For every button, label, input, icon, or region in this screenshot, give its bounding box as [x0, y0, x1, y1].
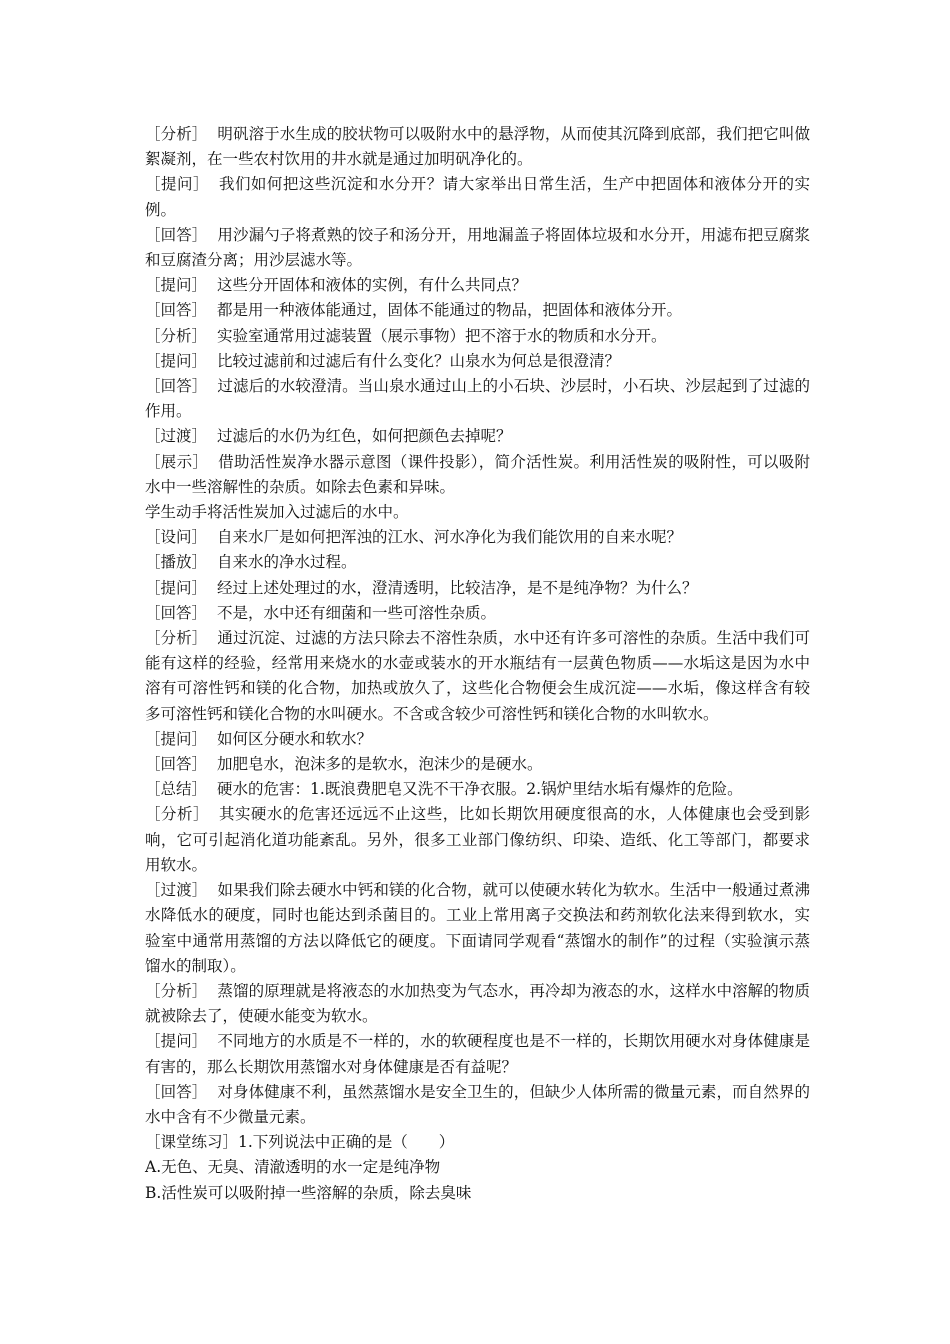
paragraph-tag: ［回答］	[145, 1082, 208, 1101]
paragraph-tag: ［提问］	[145, 276, 208, 295]
paragraph-answer	[145, 601, 810, 626]
paragraph-tag: ［提问］	[145, 578, 208, 597]
paragraph-text: 明矾溶于水生成的胶状物可以吸附水中的悬浮物，从而使其沉降到底部，我们把它叫做絮凝剂，在一些农村饮用的井水就是通过加明矾净化的。	[145, 125, 810, 169]
paragraph-text: 不是，水中还有细菌和一些可溶性杂质。	[217, 603, 497, 622]
paragraph-text: 比较过滤前和过滤后有什么变化？山泉水为何总是很澄清？	[217, 351, 621, 370]
paragraph-answer	[145, 298, 810, 323]
paragraph-text: 自来水的净水过程。	[217, 553, 357, 572]
document-page	[145, 122, 810, 1206]
paragraph-question	[145, 349, 810, 374]
paragraph-answer	[145, 223, 810, 273]
paragraph-tag: ［总结］	[145, 780, 208, 799]
paragraph-tag: ［分析］	[145, 125, 208, 143]
paragraph-tag: ［展示］	[145, 452, 209, 471]
paragraph-tag: ［回答］	[145, 377, 208, 396]
paragraph-plain	[145, 500, 810, 525]
paragraph-transition	[145, 878, 810, 979]
paragraph-tag: ［分析］	[145, 326, 208, 345]
paragraph-text: 学生动手将活性炭加入过滤后的水中。	[145, 503, 409, 522]
paragraph-question	[145, 172, 810, 222]
paragraph-text: 通过沉淀、过滤的方法只除去不溶性杂质，水中还有许多可溶性的杂质。生活中我们可能有这样的经验，经常用来烧水的水壶或装水的开水瓶结有一层黄色物质——水垢这是因为水中溶有可溶性钙和镁的化合物，加热或放久了，这些化合物便会生成沉淀——水垢，像这样含有较多可溶性钙和镁化合物的水叫硬水。不含或含较少可溶性钙和镁化合物的水叫软水。	[145, 629, 810, 723]
paragraph-analysis	[145, 802, 810, 878]
paragraph-analysis	[145, 324, 810, 349]
paragraph-text: 加肥皂水，泡沫多的是软水，泡沫少的是硬水。	[217, 755, 543, 774]
paragraph-text: A.无色、无臭、清澈透明的水一定是纯净物	[145, 1158, 441, 1177]
paragraph-transition	[145, 424, 810, 449]
paragraph-text: 如果我们除去硬水中钙和镁的化合物，就可以使硬水转化为软水。生活中一般通过煮沸水降低水的硬度，同时也能达到杀菌目的。工业上常用离子交换法和药剂软化法来得到软水，实验室中通常用蒸馏的方法以降低它的硬度。下面请同学观看“蒸馏水的制作”的过程（实验演示蒸馏水的制取）。	[145, 881, 810, 975]
paragraph-tag: ［设问］	[145, 528, 208, 547]
paragraph-text: 过滤后的水仍为红色，如何把颜色去掉呢？	[217, 427, 512, 446]
paragraph-tag: ［播放］	[145, 553, 208, 572]
paragraph-text: 这些分开固体和液体的实例，有什么共同点？	[217, 276, 528, 295]
paragraph-question	[145, 273, 810, 298]
paragraph-text: 蒸馏的原理就是将液态的水加热变为气态水，再冷却为液态的水，这样水中溶解的物质就被除去了，使硬水能变为软水。	[145, 981, 810, 1026]
exercise-question	[145, 1130, 810, 1155]
paragraph-tag: ［过渡］	[145, 427, 208, 446]
paragraph-text: 经过上述处理过的水，澄清透明，比较洁净，是不是纯净物？为什么？	[217, 578, 698, 597]
paragraph-question	[145, 727, 810, 752]
paragraph-tag: ［分析］	[145, 805, 209, 824]
paragraph-text: 借助活性炭净水器示意图（课件投影），简介活性炭。利用活性炭的吸附性，可以吸附水中一些溶解性的杂质。如除去色素和异味。	[145, 452, 810, 496]
paragraph-text: 我们如何把这些沉淀和水分开？请大家举出日常生活，生产中把固体和液体分开的实例。	[145, 175, 810, 219]
paragraph-text: 过滤后的水较澄清。当山泉水通过山上的小石块、沙层时，小石块、沙层起到了过滤的作用。	[145, 377, 810, 421]
paragraph-tag: ［分析］	[145, 629, 208, 648]
paragraph-tag: ［提问］	[145, 729, 208, 748]
paragraph-analysis	[145, 122, 810, 172]
paragraph-answer	[145, 1080, 810, 1130]
paragraph-playback	[145, 550, 810, 575]
paragraph-display	[145, 450, 810, 500]
paragraph-text: 其实硬水的危害还远远不止这些，比如长期饮用硬度很高的水，人体健康也会受到影响，它可引起消化道功能紊乱。另外，很多工业部门像纺织、印染、造纸、化工等部门，都要求用软水。	[145, 805, 810, 874]
paragraph-tag: ［提问］	[145, 1032, 208, 1051]
paragraph-question	[145, 1029, 810, 1079]
exercise-option-b	[145, 1181, 810, 1206]
paragraph-text: B.活性炭可以吸附掉一些溶解的杂质，除去臭味	[145, 1183, 472, 1202]
paragraph-text: 如何区分硬水和软水？	[217, 729, 373, 748]
paragraph-tag: ［分析］	[145, 981, 208, 1000]
paragraph-setup-question	[145, 525, 810, 550]
paragraph-text: 不同地方的水质是不一样的，水的软硬程度也是不一样的，长期饮用硬水对身体健康是有害的，那么长期饮用蒸馏水对身体健康是否有益呢？	[145, 1032, 810, 1076]
paragraph-analysis	[145, 979, 810, 1029]
paragraph-tag: ［回答］	[145, 225, 208, 244]
paragraph-text: 实验室通常用过滤装置（展示事物）把不溶于水的物质和水分开。	[217, 326, 667, 345]
exercise-option-a	[145, 1155, 810, 1180]
paragraph-summary	[145, 777, 810, 802]
paragraph-tag: ［提问］	[145, 351, 208, 370]
paragraph-text: 用沙漏勺子将煮熟的饺子和汤分开，用地漏盖子将固体垃圾和水分开，用滤布把豆腐浆和豆腐渣分离；用沙层滤水等。	[145, 225, 810, 270]
paragraph-analysis	[145, 626, 810, 727]
paragraph-answer	[145, 374, 810, 424]
paragraph-tag: ［回答］	[145, 301, 208, 320]
paragraph-text: ［课堂练习］1.下列说法中正确的是（ ）	[145, 1133, 455, 1152]
paragraph-tag: ［过渡］	[145, 881, 208, 900]
paragraph-tag: ［回答］	[145, 755, 208, 774]
paragraph-answer	[145, 752, 810, 777]
paragraph-text: 自来水厂是如何把浑浊的江水、河水净化为我们能饮用的自来水呢？	[217, 528, 683, 547]
paragraph-tag: ［回答］	[145, 603, 208, 622]
paragraph-text: 硬水的危害：1.既浪费肥皂又洗不干净衣服。2.锅炉里结水垢有爆炸的危险。	[217, 780, 743, 799]
paragraph-text: 都是用一种液体能通过，固体不能通过的物品，把固体和液体分开。	[217, 301, 683, 320]
paragraph-tag: ［提问］	[145, 175, 209, 194]
paragraph-text: 对身体健康不利，虽然蒸馏水是安全卫生的，但缺少人体所需的微量元素，而自然界的水中含有不少微量元素。	[145, 1082, 810, 1126]
paragraph-question	[145, 576, 810, 601]
